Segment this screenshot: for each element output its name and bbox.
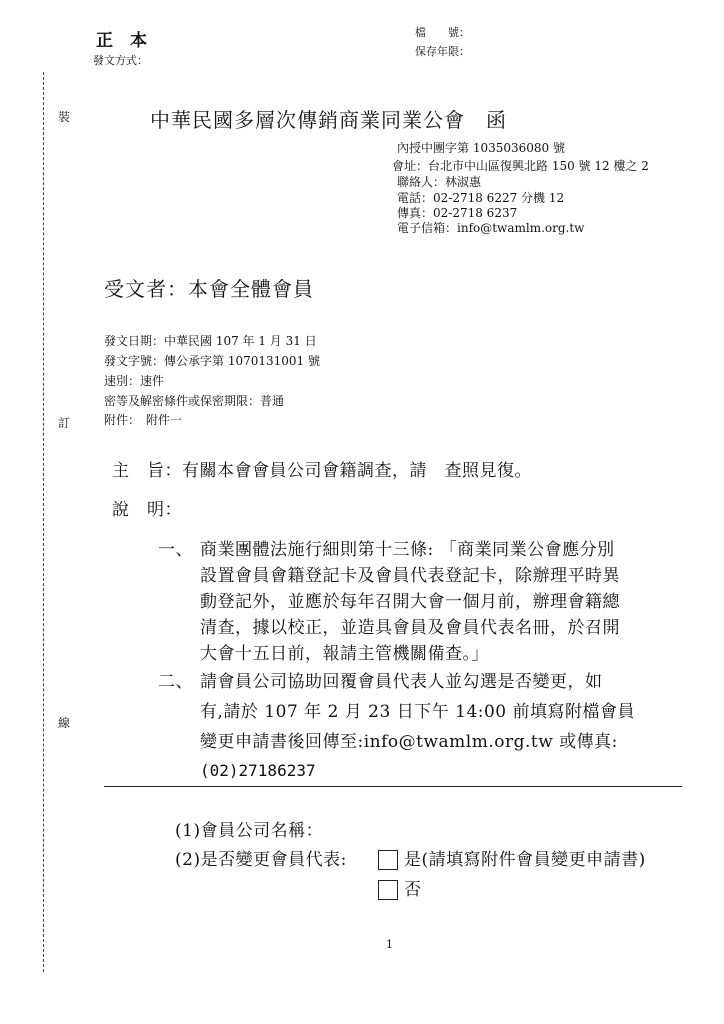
item-number: 二、 (158, 672, 193, 692)
org-address: 會址：台北市中山區復興北路 150 號 12 樓之 2 (392, 159, 649, 173)
bind-char: 裝 (58, 106, 70, 127)
item-line: (02)27186237 (200, 761, 316, 780)
item-line: 大會十五日前，報請主管機關備查。」 (200, 644, 489, 664)
item-line: 變更申請書後回傳至:info@twamlm.org.tw 或傳真: (200, 732, 618, 752)
explanation-label: 說 明： (112, 500, 182, 520)
attachment-line: 附件： 附件一 (104, 413, 183, 427)
item-line: 設置會員會籍登記卡及會員代表登記卡，除辦理平時異 (200, 566, 620, 586)
no-label: 否 (404, 880, 422, 900)
item-line: 動登記外，並應於每年召開大會一個月前，辦理會籍總 (200, 592, 620, 612)
divider (104, 786, 682, 787)
staple-char: 訂 (58, 412, 70, 433)
org-contact: 聯絡人：林淑惠 (397, 175, 482, 189)
item-line: 清查，據以校正，並造具會員及會員代表名冊，於召開 (200, 618, 620, 638)
binding-line (43, 72, 44, 972)
issue-date: 發文日期：中華民國 107 年 1 月 31 日 (104, 334, 317, 348)
org-license: 內授中團字第 1035036080 號 (397, 141, 565, 155)
speed-class: 速別：速件 (104, 374, 165, 388)
yes-checkbox[interactable] (378, 850, 398, 870)
org-phone: 電話：02-2718 6227 分機 12 (397, 191, 565, 205)
org-email: 電子信箱：info@twamlm.org.tw (397, 221, 585, 235)
recipient: 受文者：本會全體會員 (104, 277, 314, 301)
change-rep-label: (2)是否變更會員代表: (175, 850, 347, 870)
page-number: 1 (386, 938, 393, 951)
org-title: 中華民國多層次傳銷商業同業公會 函 (150, 108, 507, 132)
item-number: 一、 (158, 540, 193, 560)
copy-type: 正 本 (96, 31, 147, 51)
item-line: 請會員公司協助回覆會員代表人並勾選是否變更，如 (200, 672, 603, 692)
secrecy-level: 密等及解密條件或保密期限：普通 (104, 394, 285, 408)
send-method-label: 發文方式： (93, 54, 148, 67)
company-name-label: (1)會員公司名稱： (175, 821, 324, 841)
item-line: 有,請於 107 年 2 月 23 日下午 14:00 前填寫附檔會員 (200, 702, 636, 722)
yes-label: 是(請填寫附件會員變更申請書) (404, 850, 646, 870)
retention-label: 保存年限： (415, 45, 470, 58)
line-char: 線 (58, 712, 70, 733)
doc-number: 發文字號：傳公承字第 1070131001 號 (104, 354, 320, 368)
org-fax: 傳真：02-2718 6237 (397, 206, 518, 220)
file-no-label: 檔 號： (415, 26, 470, 39)
no-checkbox[interactable] (378, 880, 398, 900)
item-line: 商業團體法施行細則第十三條: 「商業同業公會應分別 (200, 540, 615, 560)
subject: 主 旨：有關本會會員公司會籍調查，請 查照見復。 (112, 461, 532, 481)
